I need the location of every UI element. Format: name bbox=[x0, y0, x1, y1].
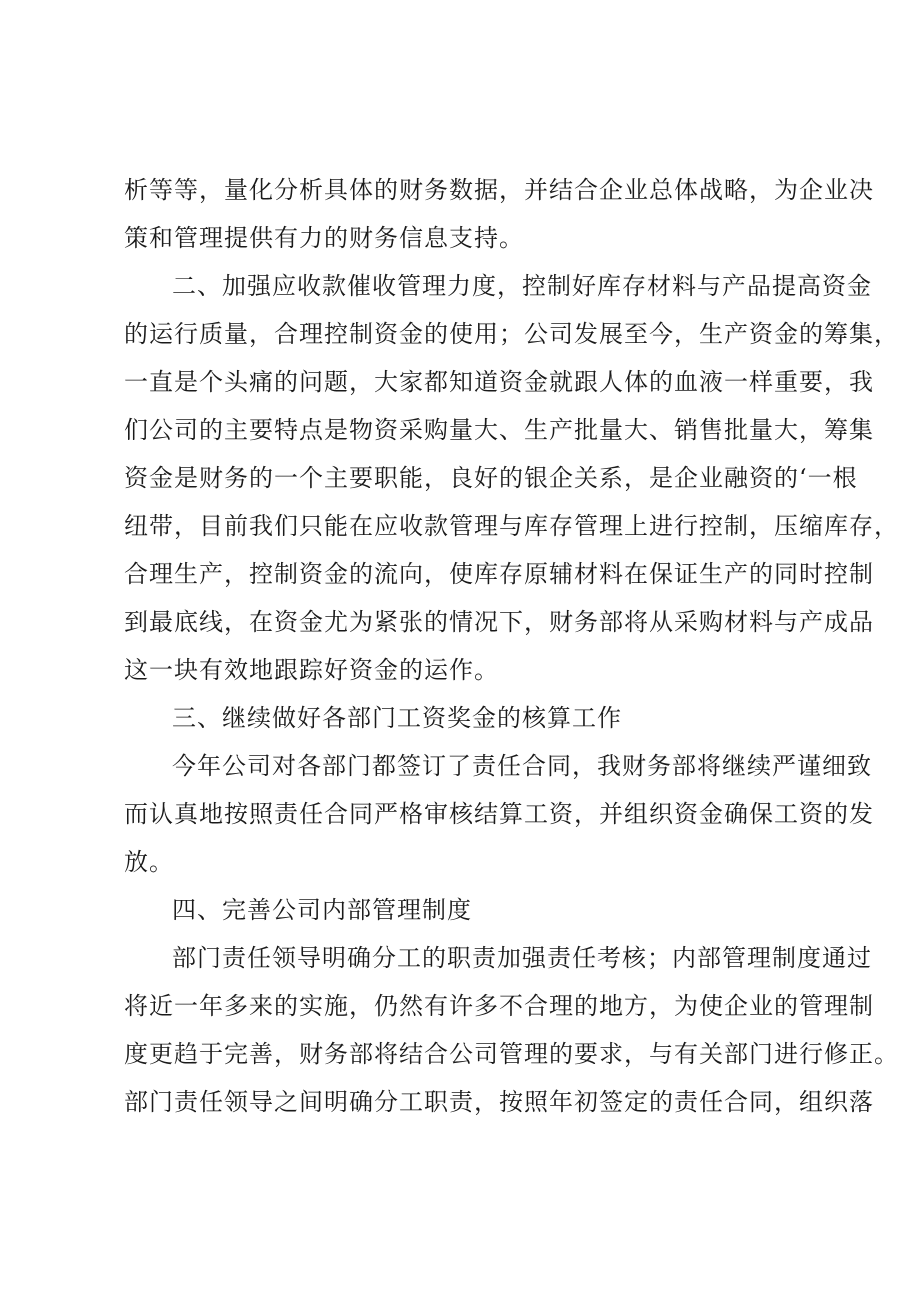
text-line: 放。 bbox=[124, 848, 174, 876]
text-line: 合理生产，控制资金的流向，使库存原辅材料在保证生产的同时控制 bbox=[124, 560, 874, 588]
section-heading: 三、继续做好各部门工资奖金的核算工作 bbox=[172, 704, 622, 732]
text-line: 这一块有效地跟踪好资金的运作。 bbox=[124, 656, 499, 684]
text-line: 而认真地按照责任合同严格审核结算工资，并组织资金确保工资的发 bbox=[124, 800, 874, 828]
section-heading: 四、完善公司内部管理制度 bbox=[172, 896, 472, 924]
text-line: 资金是财务的一个主要职能，良好的银企关系，是企业融资的‘一根 bbox=[124, 464, 858, 492]
text-line: 部门责任领导明确分工的职责加强责任考核；内部管理制度通过 bbox=[172, 944, 872, 972]
text-line: 析等等，量化分析具体的财务数据，并结合企业总体战略，为企业决 bbox=[124, 176, 874, 204]
text-line: 部门责任领导之间明确分工职责，按照年初签定的责任合同，组织落 bbox=[124, 1088, 874, 1116]
section-heading-line: 二、加强应收款催收管理力度，控制好库存材料与产品提高资金 bbox=[172, 272, 872, 300]
text-line: 度更趋于完善，财务部将结合公司管理的要求，与有关部门进行修正。 bbox=[124, 1040, 899, 1068]
text-line: 策和管理提供有力的财务信息支持。 bbox=[124, 224, 524, 252]
text-line: 将近一年多来的实施，仍然有许多不合理的地方，为使企业的管理制 bbox=[124, 992, 874, 1020]
text-line: 的运行质量，合理控制资金的使用；公司发展至今，生产资金的筹集， bbox=[124, 320, 899, 348]
text-line: 一直是个头痛的问题，大家都知道资金就跟人体的血液一样重要，我 bbox=[124, 368, 874, 396]
text-line: 纽带，目前我们只能在应收款管理与库存管理上进行控制，压缩库存， bbox=[124, 512, 899, 540]
text-line: 今年公司对各部门都签订了责任合同，我财务部将继续严谨细致 bbox=[172, 752, 872, 780]
text-line: 们公司的主要特点是物资采购量大、生产批量大、销售批量大，筹集 bbox=[124, 416, 874, 444]
text-line: 到最底线，在资金尤为紧张的情况下，财务部将从采购材料与产成品 bbox=[124, 608, 874, 636]
